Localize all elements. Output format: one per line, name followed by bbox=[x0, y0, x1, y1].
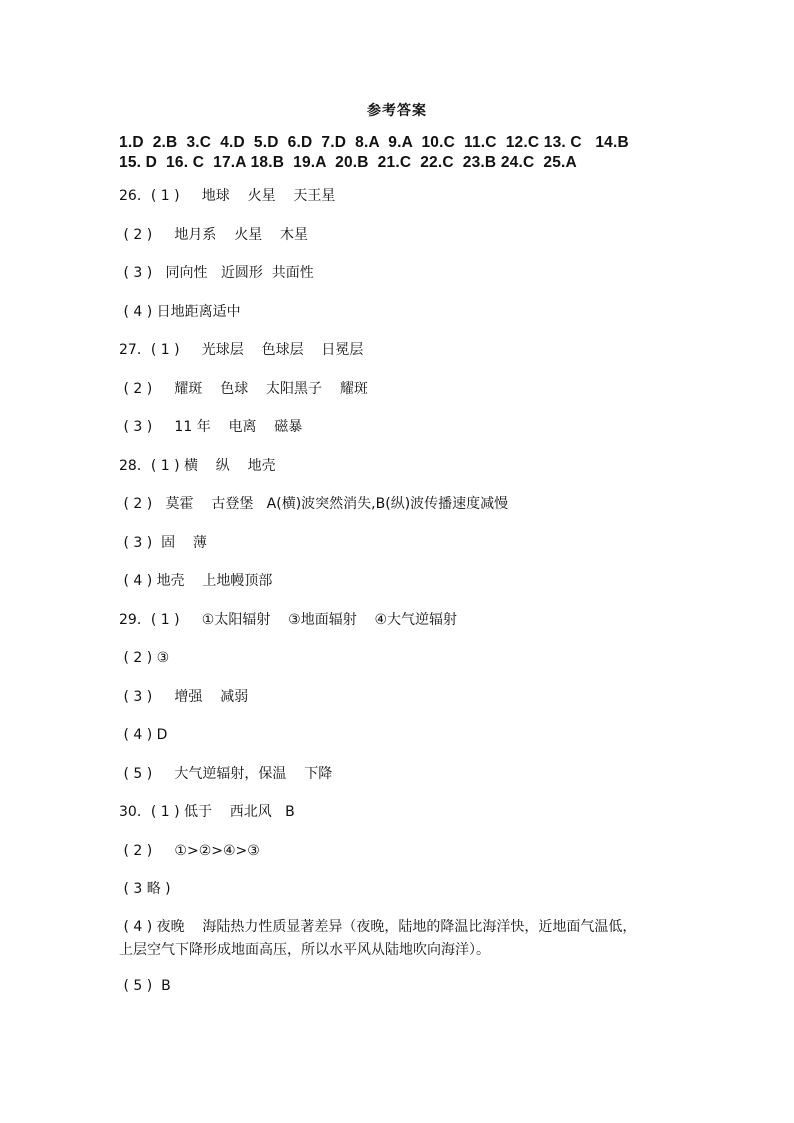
answer-line-27-1: 27．( 1 ) 光球层 色球层 日冕层 bbox=[119, 342, 364, 358]
answer-paragraph-30-4 bbox=[119, 916, 675, 962]
answer-line-30-2: ( 2 ) ①>②>④>③ bbox=[119, 843, 260, 859]
answer-line-28-4: ( 4 ) 地壳 上地幔顶部 bbox=[119, 573, 273, 589]
answer-line-27-3: ( 3 ) 11 年 电离 磁暴 bbox=[119, 419, 303, 435]
page-title: 参考答案 bbox=[367, 103, 427, 119]
answer-line-26-3: ( 3 ) 同向性 近圆形 共面性 bbox=[119, 265, 314, 281]
answer-line-30-5: ( 5 ) B bbox=[119, 978, 171, 994]
answer-line-29-3: ( 3 ) 增强 减弱 bbox=[119, 689, 249, 705]
answer-line-28-2: ( 2 ) 莫霍 古登堡 A(横)波突然消失,B(纵)波传播速度减慢 bbox=[119, 496, 509, 512]
answer-line-26-4: ( 4 ) 日地距离适中 bbox=[119, 304, 241, 320]
answer-paragraph-line-1: ( 4 ) 夜晚 海陆热力性质显著差异（夜晚，陆地的降温比海洋快，近地面气温低， bbox=[119, 919, 637, 935]
answer-line-29-4: ( 4 ) D bbox=[119, 727, 168, 743]
answer-line-30-1: 30．( 1 ) 低于 西北风 B bbox=[119, 804, 295, 820]
answer-line-27-2: ( 2 ) 耀斑 色球 太阳黑子 耀斑 bbox=[119, 381, 368, 397]
answer-line-29-5: ( 5 ) 大气逆辐射，保温 下降 bbox=[119, 766, 333, 782]
answer-line-26-2: ( 2 ) 地月系 火星 木星 bbox=[119, 227, 309, 243]
mc-answers-row-1: 1.D 2.B 3.C 4.D 5.D 6.D 7.D 8.A 9.A 10.C 11.C 12.C 13. C 14.B bbox=[119, 134, 629, 151]
answer-line-26-1: 26．( 1 ) 地球 火星 天王星 bbox=[119, 188, 336, 204]
answer-line-29-2: ( 2 ) ③ bbox=[119, 650, 170, 666]
answer-line-28-1: 28．( 1 ) 横 纵 地壳 bbox=[119, 458, 276, 474]
mc-answers-row-2: 15. D 16. C 17.A 18.B 19.A 20.B 21.C 22.C 23.B 24.C 25.A bbox=[119, 154, 577, 171]
answer-line-28-3: ( 3 ) 固 薄 bbox=[119, 535, 207, 551]
answer-line-29-1: 29．( 1 ) ①太阳辐射 ③地面辐射 ④大气逆辐射 bbox=[119, 612, 458, 628]
answer-paragraph-line-2: 上层空气下降形成地面高压，所以水平风从陆地吹向海洋）。 bbox=[119, 942, 490, 958]
answer-line-30-3: ( 3 略 ) bbox=[119, 881, 171, 897]
